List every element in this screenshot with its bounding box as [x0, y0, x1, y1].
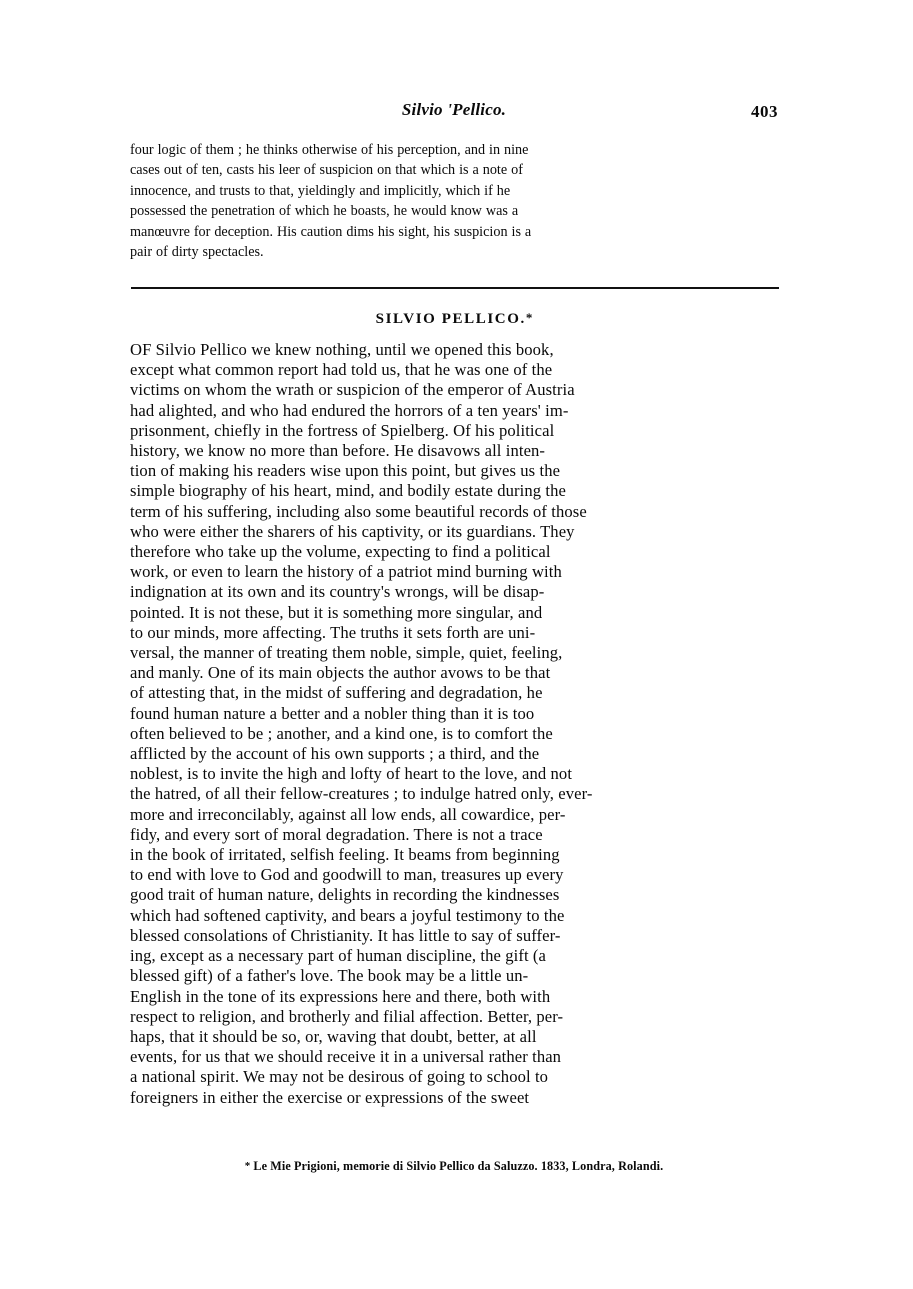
text-line: simple biography of his heart, mind, and bodily estate during the: [130, 481, 567, 501]
text-line: blessed gift) of a father's love. The book may be a little un-: [130, 966, 529, 986]
article-heading: [130, 310, 778, 328]
text-line: had alighted, and who had endured the horrors of a ten years' im-: [130, 400, 569, 420]
text-line: of attesting that, in the midst of suffering and degradation, he: [130, 683, 543, 703]
text-line: blessed consolations of Christianity. It has little to say of suffer-: [130, 925, 561, 945]
text-line: which had softened captivity, and bears a joyful testimony to the: [130, 905, 565, 925]
section-divider-rule: [131, 287, 779, 289]
text-line: events, for us that we should receive it in a universal rather than: [130, 1047, 562, 1067]
text-line: found human nature a better and a nobler thing than it is too: [130, 703, 535, 723]
running-head-title: Silvio 'Pellico.: [401, 100, 507, 119]
text-line: noblest, is to invite the high and lofty of heart to the love, and not: [130, 764, 573, 784]
text-line: victims on whom the wrath or suspicion of the emperor of Austria: [130, 380, 575, 400]
text-line: history, we know no more than before. He disavows all inten-: [130, 441, 546, 461]
text-line: who were either the sharers of his captivity, or its guardians. They: [130, 521, 575, 541]
text-line: haps, that it should be so, or, waving that doubt, better, at all: [130, 1026, 537, 1046]
running-head: [130, 100, 778, 126]
text-line: ing, except as a necessary part of human discipline, the gift (a: [130, 946, 547, 966]
text-line: in the book of irritated, selfish feeling. It beams from beginning: [130, 845, 560, 865]
text-line: tion of making his readers wise upon this point, but gives us the: [130, 461, 561, 481]
text-line: four logic of them ; he thinks otherwise of his perception, and in nine: [130, 142, 529, 158]
text-line: good trait of human nature, delights in recording the kindnesses: [130, 885, 560, 905]
text-line: pointed. It is not these, but it is something more singular, and: [130, 602, 543, 622]
text-line: pair of dirty spectacles.: [130, 244, 264, 261]
text-line: to end with love to God and goodwill to man, treasures up every: [130, 865, 564, 885]
text-line: fidy, and every sort of moral degradation. There is not a trace: [130, 824, 543, 844]
text-line: therefore who take up the volume, expecting to find a political: [130, 542, 551, 562]
footnote-mark: *: [244, 1160, 251, 1172]
article-body: [130, 340, 778, 1108]
text-line: manœuvre for deception. His caution dims his sight, his suspicion is a: [130, 223, 532, 240]
text-line: indignation at its own and its country's wrongs, will be disap-: [130, 582, 545, 602]
text-line: except what common report had told us, that he was one of the: [130, 360, 553, 380]
text-line: innocence, and trusts to that, yieldingly and implicitly, which if he: [130, 182, 511, 199]
continued-paragraph: [130, 140, 778, 262]
text-line: English in the tone of its expressions here and there, both with: [130, 986, 551, 1006]
text-line: work, or even to learn the history of a patriot mind burning with: [130, 562, 562, 582]
footnote: [130, 1158, 778, 1174]
text-line: respect to religion, and brotherly and filial affection. Better, per-: [130, 1006, 564, 1026]
text-line: term of his suffering, including also some beautiful records of those: [130, 501, 587, 521]
footnote-text: Le Mie Prigioni, memorie di Silvio Pellico da Saluzzo. 1833, Londra, Rolandi.: [253, 1159, 664, 1173]
text-line: possessed the penetration of which he boasts, he would know was a: [130, 203, 519, 220]
text-line: afflicted by the account of his own supports ; a third, and the: [130, 744, 540, 764]
text-line: often believed to be ; another, and a kind one, is to comfort the: [130, 723, 553, 743]
text-line: cases out of ten, casts his leer of suspicion on that which is a note of: [130, 162, 523, 179]
text-line: more and irreconcilably, against all low ends, all cowardice, per-: [130, 804, 566, 824]
text-line: a national spirit. We may not be desirous of going to school to: [130, 1067, 549, 1087]
text-line: versal, the manner of treating them noble, simple, quiet, feeling,: [130, 643, 563, 663]
text-line: the hatred, of all their fellow-creatures ; to indulge hatred only, ever-: [130, 784, 593, 804]
text-line: to our minds, more affecting. The truths it sets forth are uni-: [130, 622, 536, 642]
text-line: prisonment, chiefly in the fortress of Spielberg. Of his political: [130, 420, 555, 440]
footnote-reference-mark: *: [525, 310, 533, 325]
text-line: and manly. One of its main objects the author avows to be that: [130, 663, 551, 683]
text-line: OF Silvio Pellico we knew nothing, until we opened this book,: [130, 340, 554, 359]
drop-smallcaps: OF: [130, 340, 152, 359]
text-line: foreigners in either the exercise or expressions of the sweet: [130, 1087, 530, 1107]
article-heading-text: SILVIO PELLICO.: [375, 311, 526, 327]
page-number: 403: [751, 102, 778, 121]
